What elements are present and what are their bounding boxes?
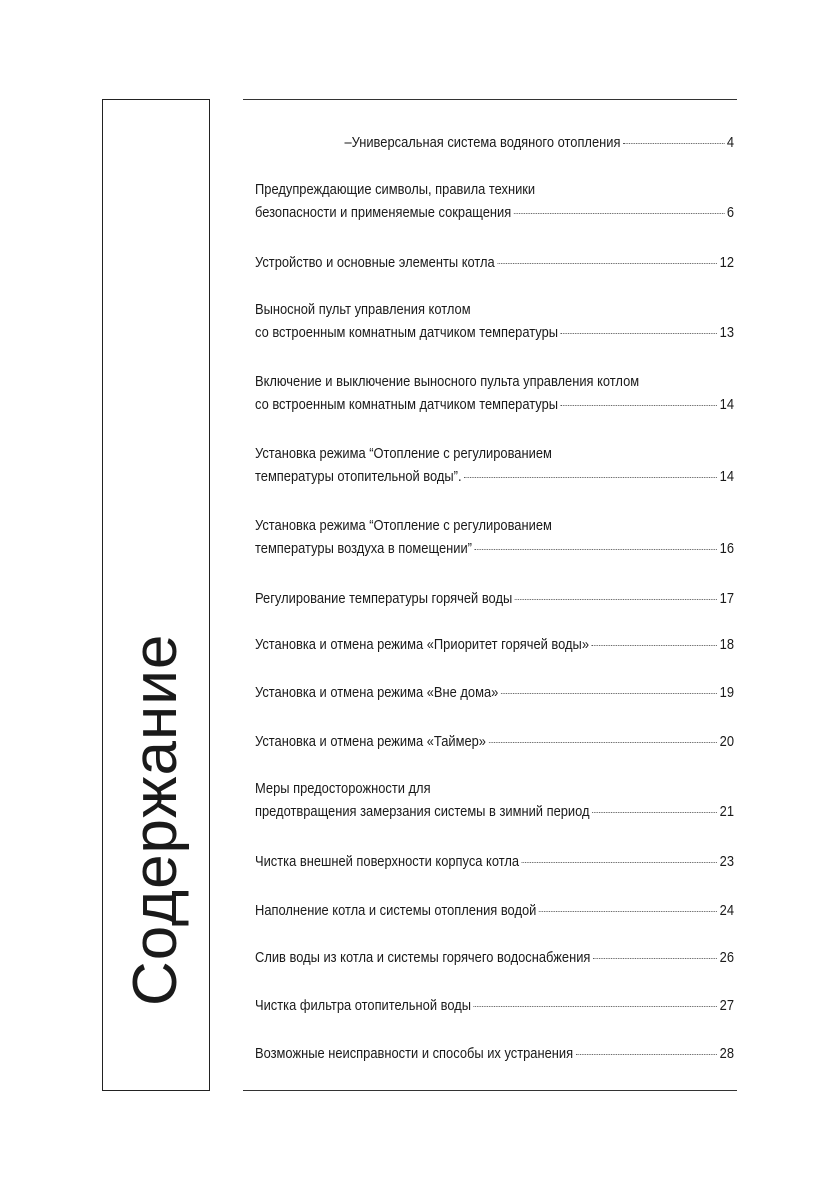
toc-entry-title: Установка и отмена режима «Вне дома»: [255, 684, 499, 701]
toc-entry-title: предотвращения замерзания системы в зимний период: [255, 803, 590, 820]
sidebar-box: [102, 99, 210, 1091]
dot-leader: [593, 958, 717, 959]
toc-entry-title: со встроенным комнатным датчиком температуры: [255, 396, 559, 413]
toc-entry-page: 19: [719, 684, 735, 701]
toc-entry[interactable]: [255, 1042, 735, 1065]
toc-entry-page: 17: [719, 590, 735, 607]
dot-leader: [576, 1054, 717, 1055]
toc-entry-page: 21: [719, 803, 735, 820]
bottom-rule: [243, 1090, 737, 1091]
toc-entry-page: 4: [726, 134, 735, 151]
dot-leader: [561, 333, 717, 334]
toc-entry-page: 13: [719, 324, 735, 341]
dot-leader: [522, 862, 717, 863]
toc-entry-title: Регулирование температуры горячей воды: [255, 590, 513, 607]
toc-entry[interactable]: [255, 514, 735, 560]
toc-entry[interactable]: [255, 633, 735, 656]
toc-entry[interactable]: [255, 298, 735, 344]
toc-entry-page: 14: [719, 396, 735, 413]
toc-entry-page: 28: [719, 1045, 735, 1062]
toc-entry-title-line: Выносной пульт управления котлом: [255, 301, 471, 318]
toc-entry-page: 26: [719, 949, 735, 966]
dot-leader: [561, 405, 717, 406]
toc-entry[interactable]: [255, 899, 735, 922]
toc-entry-page: 24: [719, 902, 735, 919]
dot-leader: [501, 693, 717, 694]
toc-entry-title: безопасности и применяемые сокращения: [255, 204, 512, 221]
dot-leader: [464, 477, 717, 478]
toc-entry[interactable]: [255, 370, 735, 416]
toc-entry-page: 6: [726, 204, 735, 221]
toc-entry[interactable]: [255, 131, 735, 154]
toc-entry-title-line: Меры предосторожности для: [255, 780, 431, 797]
toc-entry-title: Слив воды из котла и системы горячего водоснабжения: [255, 949, 591, 966]
dot-leader: [592, 812, 717, 813]
toc-entry-title: Возможные неисправности и способы их устранения: [255, 1045, 574, 1062]
toc-entry-page: 16: [719, 540, 735, 557]
toc-entry[interactable]: [255, 850, 735, 873]
toc-entry[interactable]: [255, 681, 735, 704]
toc-entry[interactable]: [255, 442, 735, 488]
toc-entry[interactable]: [255, 587, 735, 610]
toc-entry-title-line: Установка режима “Отопление с регулированием: [255, 445, 552, 462]
dot-leader: [497, 263, 717, 264]
toc-entry-title: со встроенным комнатным датчиком температуры: [255, 324, 559, 341]
dot-leader: [539, 911, 717, 912]
toc-entry-title-line: Установка режима “Отопление с регулированием: [255, 517, 552, 534]
dot-leader: [475, 549, 718, 550]
toc-entry-title: Чистка фильтра отопительной воды: [255, 997, 472, 1014]
toc-entry[interactable]: [255, 994, 735, 1017]
toc-entry[interactable]: [255, 777, 735, 823]
toc-entry-title: температуры воздуха в помещении”: [255, 540, 472, 557]
toc-entry-title: температуры отопительной воды”.: [255, 468, 462, 485]
toc-entry-title-line: Предупреждающие символы, правила техники: [255, 181, 536, 198]
toc-entry-title: Устройство и основные элементы котла: [255, 254, 495, 271]
dot-leader: [592, 645, 718, 646]
top-rule: [243, 99, 737, 100]
dot-leader: [515, 599, 717, 600]
toc-entry-title-line: Включение и выключение выносного пульта управления котлом: [255, 373, 640, 390]
dot-leader: [489, 742, 718, 743]
toc-entry-title: –Универсальная система водяного отопления: [344, 134, 621, 151]
toc-entry-title: Чистка внешней поверхности корпуса котла: [255, 853, 520, 870]
toc-entry-title: Установка и отмена режима «Приоритет горячей воды»: [255, 636, 589, 653]
toc-entry-title: Установка и отмена режима «Таймер»: [255, 733, 486, 750]
sidebar-title: Содержание: [121, 633, 190, 1006]
toc-entry-title: Наполнение котла и системы отопления водой: [255, 902, 537, 919]
dot-leader: [623, 143, 724, 144]
toc-entry[interactable]: [255, 251, 735, 274]
toc-entry-page: 20: [719, 733, 735, 750]
toc-entry[interactable]: [255, 946, 735, 969]
toc-entry[interactable]: [255, 178, 735, 224]
dot-leader: [474, 1006, 717, 1007]
toc-entry-page: 18: [719, 636, 735, 653]
toc-entry-page: 14: [719, 468, 735, 485]
toc-entry[interactable]: [255, 730, 735, 753]
toc-entry-page: 27: [719, 997, 735, 1014]
toc-entry-page: 12: [719, 254, 735, 271]
toc-entry-page: 23: [719, 853, 735, 870]
dot-leader: [514, 213, 724, 214]
